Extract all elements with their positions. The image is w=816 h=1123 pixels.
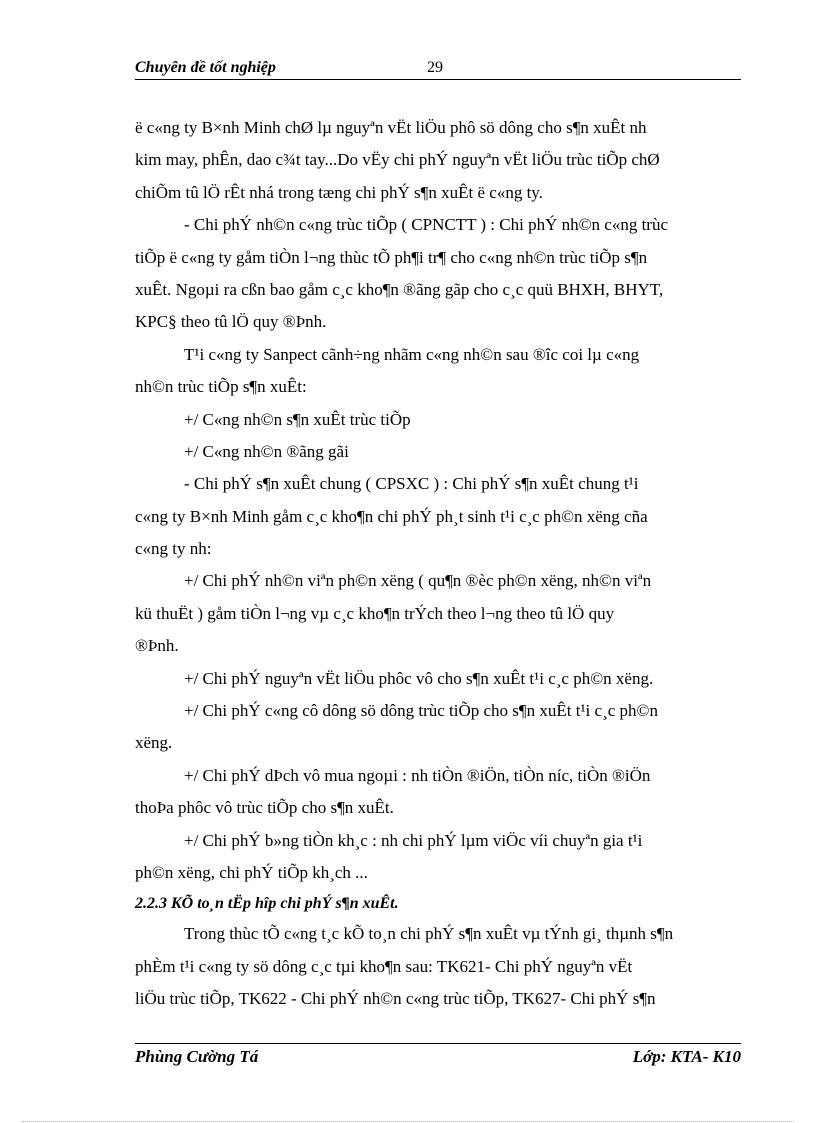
text-line: +/ Chi phÝ b»ng tiÒn kh¸c : nh chi phÝ lµm viÖc víi chuyªn gia t¹i bbox=[184, 830, 643, 850]
text-line: +/ Chi phÝ nguyªn vËt liÖu phôc vô cho s¶n xuÊt t¹i c¸c ph©n xëng. bbox=[184, 668, 654, 688]
text-line: ®Þnh. bbox=[135, 636, 179, 656]
text-line: +/ Chi phÝ nh©n viªn ph©n xëng ( qu¶n ®èc ph©n xëng, nh©n viªn bbox=[184, 571, 652, 591]
document-body bbox=[135, 112, 745, 1016]
text-line: ë c«ng ty B×nh Minh chØ lµ nguyªn vËt liÖu phô sö dông cho s¶n xuÊt nh bbox=[135, 118, 647, 137]
text-line: tiÕp ë c«ng ty gåm tiÒn l¬ng thùc tÕ ph¶i tr¶ cho c«ng nh©n trùc tiÕp s¶n bbox=[135, 247, 648, 267]
text-line: ph©n xëng, chi phÝ tiÕp kh¸ch ... bbox=[135, 862, 368, 882]
text-line: c«ng ty B×nh Minh gåm c¸c kho¶n chi phÝ ph¸t sinh t¹i c¸c ph©n xëng cña bbox=[135, 506, 648, 526]
footer-class: Lớp: KTA- K10 bbox=[632, 1047, 741, 1066]
text-line: +/ Chi phÝ dÞch vô mua ngoµi : nh tiÒn ®iÖn, tiÒn níc, tiÒn ®iÖn bbox=[184, 765, 651, 785]
text-line: - Chi phÝ nh©n c«ng trùc tiÕp ( CPNCTT ) : Chi phÝ nh©n c«ng trùc bbox=[184, 215, 669, 235]
text-line: thoÞa phôc vô trùc tiÕp cho s¶n xuÊt. bbox=[135, 798, 394, 818]
text-line: kim may, phÊn, dao c¾t tay...Do vËy chi phÝ nguyªn vËt liÖu trùc tiÕp chØ bbox=[135, 150, 660, 170]
text-line: - Chi phÝ s¶n xuÊt chung ( CPSXC ) : Chi phÝ s¶n xuÊt chung t¹i bbox=[184, 474, 639, 494]
text-line: +/ C«ng nh©n ®ãng gãi bbox=[184, 441, 349, 461]
text-line: Trong thùc tÕ c«ng t¸c kÕ to¸n chi phÝ s¶n xuÊt vµ tÝnh gi¸ thµnh s¶n bbox=[184, 924, 674, 944]
text-line: liÖu trùc tiÕp, TK622 - Chi phÝ nh©n c«ng trùc tiÕp, TK627- Chi phÝ s¶n bbox=[135, 989, 656, 1009]
footer-divider bbox=[135, 1043, 741, 1044]
text-line: kü thuËt ) gåm tiÒn l¬ng vµ c¸c kho¶n trÝch theo l¬ng theo tû lÖ quy bbox=[135, 603, 615, 623]
page-edge-dotted-line bbox=[22, 1121, 794, 1122]
page-number: 29 bbox=[427, 59, 443, 76]
text-line: nh©n trùc tiÕp s¶n xuÊt: bbox=[135, 377, 307, 397]
header-title: Chuyên đề tốt nghiệp bbox=[135, 59, 276, 76]
text-line: xuÊt. Ngoµi ra cßn bao gåm c¸c kho¶n ®ãng gãp cho c¸c quü BHXH, BHYT, bbox=[135, 279, 664, 299]
text-line: +/ Chi phÝ c«ng cô dông sö dông trùc tiÕp cho s¶n xuÊt t¹i c¸c ph©n bbox=[184, 701, 658, 721]
text-line: c«ng ty nh: bbox=[135, 539, 212, 559]
text-line: +/ C«ng nh©n s¶n xuÊt trùc tiÕp bbox=[184, 409, 411, 429]
footer-author: Phùng Cường Tá bbox=[135, 1047, 259, 1066]
text-line: T¹i c«ng ty Sanpect cãnh÷ng nhãm c«ng nh©n sau ®îc coi lµ c«ng bbox=[184, 344, 640, 364]
section-heading: 2.2.3 KÕ to¸n tËp hîp chi phÝ s¶n xuÊt. bbox=[135, 895, 399, 913]
text-line: xëng. bbox=[135, 733, 173, 753]
text-line: KPC§ theo tû lÖ quy ®Þnh. bbox=[135, 312, 327, 332]
text-line: chiÕm tû lÖ rÊt nhá trong tæng chi phÝ s¶n xuÊt ë c«ng ty. bbox=[135, 182, 543, 202]
header-divider bbox=[135, 79, 741, 80]
text-line: phÈm t¹i c«ng ty sö dông c¸c tµi kho¶n sau: TK621- Chi phÝ nguyªn vËt bbox=[135, 956, 633, 976]
